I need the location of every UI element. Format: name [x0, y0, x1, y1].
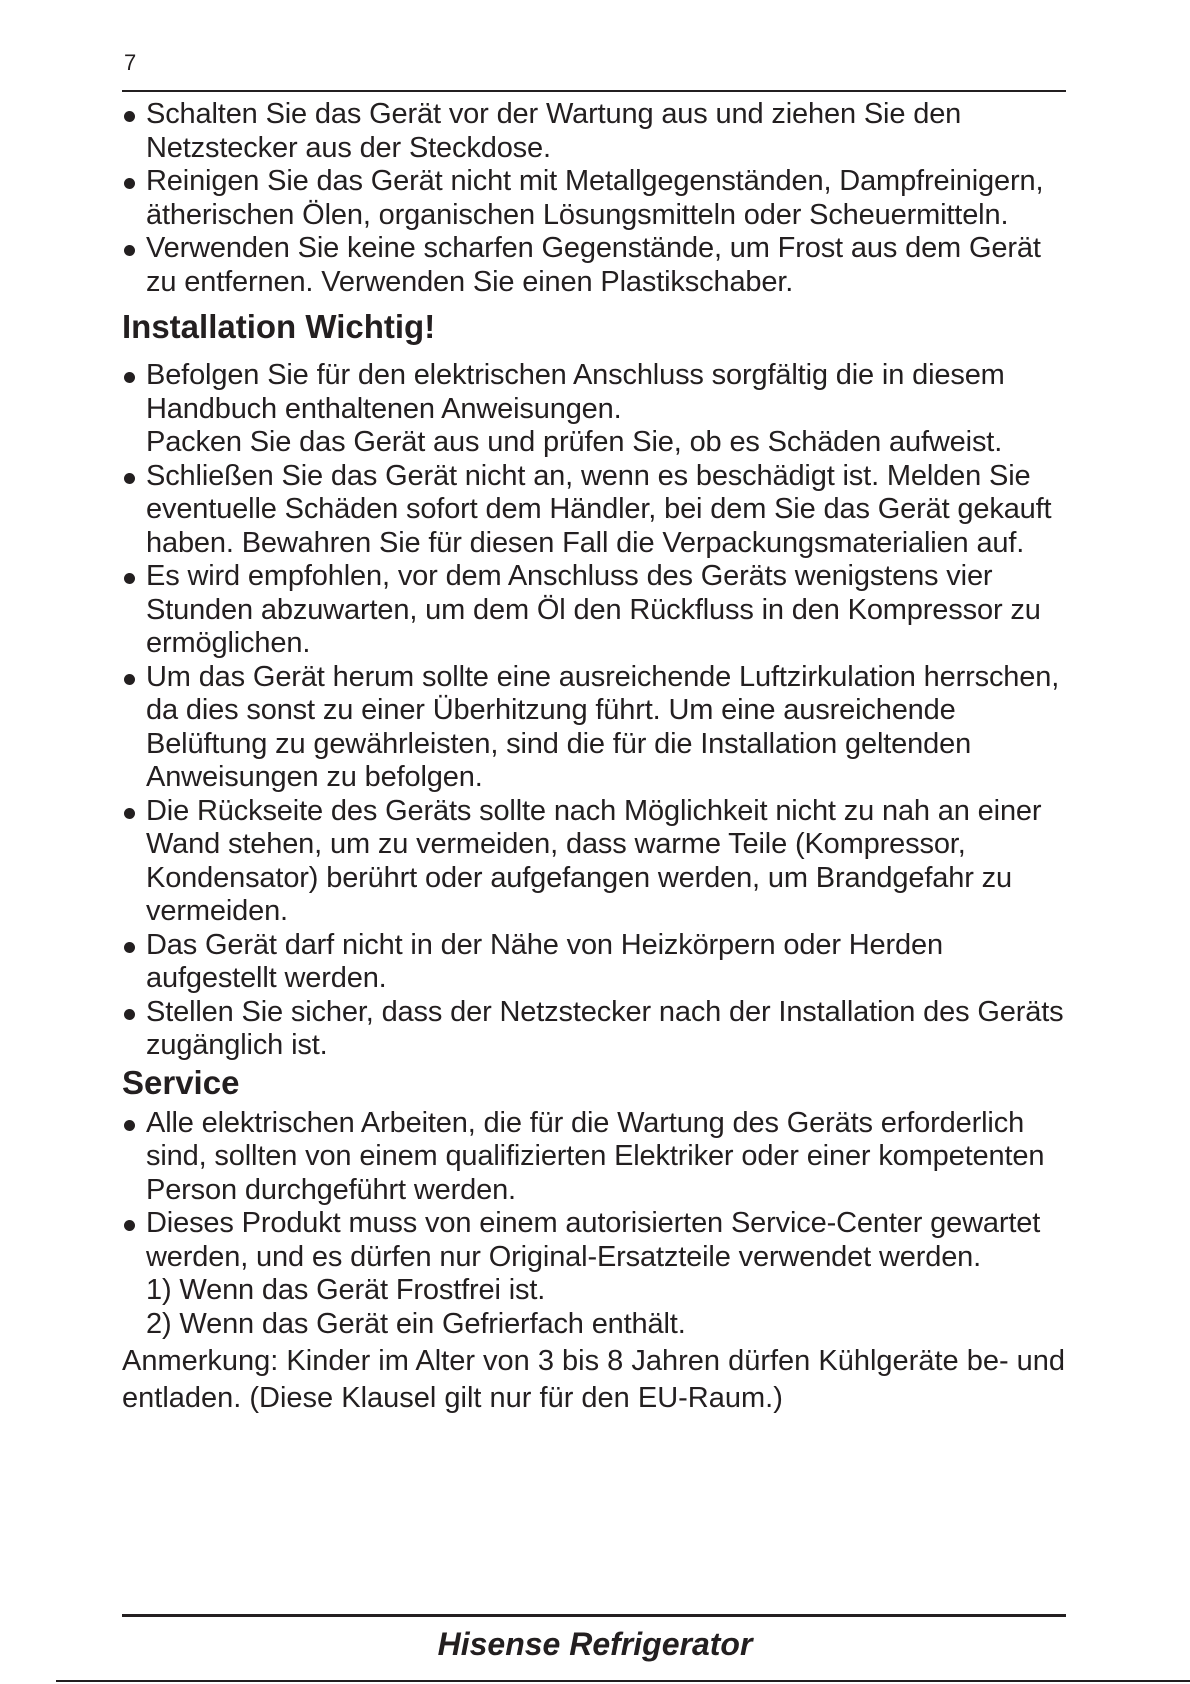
page-content	[122, 98, 1074, 1416]
service-center-text: Dieses Produkt muss von einem autorisierten Service-Center gewartet werden, und es dürfen nur Original-Ersatzteile verwendet werden.	[146, 1207, 1041, 1273]
installation-instruction: Befolgen Sie für den elektrischen Anschluss sorgfältig die in diesem Handbuch enthaltenen Anweisungen.	[146, 359, 1005, 425]
page-bottom-edge	[56, 1680, 1190, 1682]
list-item: Es wird empfohlen, vor dem Anschluss des Geräts wenigstens vier Stunden abzuwarten, um dem Öl den Rückfluss in den Kompressor zu ermöglichen.	[122, 560, 1074, 661]
brand-footer: Hisense Refrigerator	[437, 1626, 753, 1662]
page-number: 7	[124, 50, 137, 75]
service-list	[122, 1107, 1074, 1342]
footnote-freezer: 2) Wenn das Gerät ein Gefrierfach enthält.	[146, 1307, 686, 1340]
list-item: Reinigen Sie das Gerät nicht mit Metallgegenständen, Dampfreinigern, ätherischen Ölen, organischen Lösungsmitteln oder Scheuermitteln.	[122, 165, 1074, 232]
children-note: Anmerkung: Kinder im Alter von 3 bis 8 Jahren dürfen Kühlgeräte be- und entladen. (Diese Klausel gilt nur für den EU-Raum.)	[122, 1345, 1066, 1414]
list-item: Verwenden Sie keine scharfen Gegenstände, um Frost aus dem Gerät zu entfernen. Verwenden Sie einen Plastikschaber.	[122, 232, 1074, 299]
list-item: Das Gerät darf nicht in der Nähe von Heizkörpern oder Herden aufgestellt werden.	[122, 929, 1074, 996]
footnote-frostfree: 1) Wenn das Gerät Frostfrei ist.	[146, 1274, 546, 1306]
list-item: Schalten Sie das Gerät vor der Wartung aus und ziehen Sie den Netzstecker aus der Steckdose.	[122, 98, 1074, 165]
list-item	[122, 359, 1074, 460]
list-item	[122, 1207, 1074, 1341]
list-item: Alle elektrischen Arbeiten, die für die Wartung des Geräts erforderlich sind, sollten von einem qualifizierten Elektriker oder einer kompetenten Person durchgeführt werden.	[122, 1107, 1074, 1208]
installation-heading: Installation Wichtig!	[122, 308, 436, 345]
list-item: Die Rückseite des Geräts sollte nach Möglichkeit nicht zu nah an einer Wand stehen, um zu vermeiden, dass warme Teile (Kompressor, Kondensator) berührt oder aufgefangen werden, um Brandgefahr zu vermeiden.	[122, 795, 1074, 929]
list-item: Um das Gerät herum sollte eine ausreichende Luftzirkulation herrschen, da dies sonst zu einer Überhitzung führt. Um eine ausreichende Belüftung zu gewährleisten, sind die für die Installation geltenden Anweisungen zu befolgen.	[122, 661, 1074, 795]
installation-list	[122, 359, 1074, 1063]
footer-divider	[122, 1614, 1066, 1617]
list-item: Schließen Sie das Gerät nicht an, wenn es beschädigt ist. Melden Sie eventuelle Schäden sofort dem Händler, bei dem Sie das Gerät gekauft haben. Bewahren Sie für diesen Fall die Verpackungsmaterialien auf.	[122, 460, 1074, 561]
installation-unpack-instruction: Packen Sie das Gerät aus und prüfen Sie, ob es Schäden aufweist.	[146, 426, 1003, 458]
header-divider	[122, 90, 1066, 92]
service-heading: Service	[122, 1063, 240, 1101]
maintenance-list	[122, 98, 1074, 299]
list-item: Stellen Sie sicher, dass der Netzstecker nach der Installation des Geräts zugänglich ist.	[122, 996, 1074, 1063]
